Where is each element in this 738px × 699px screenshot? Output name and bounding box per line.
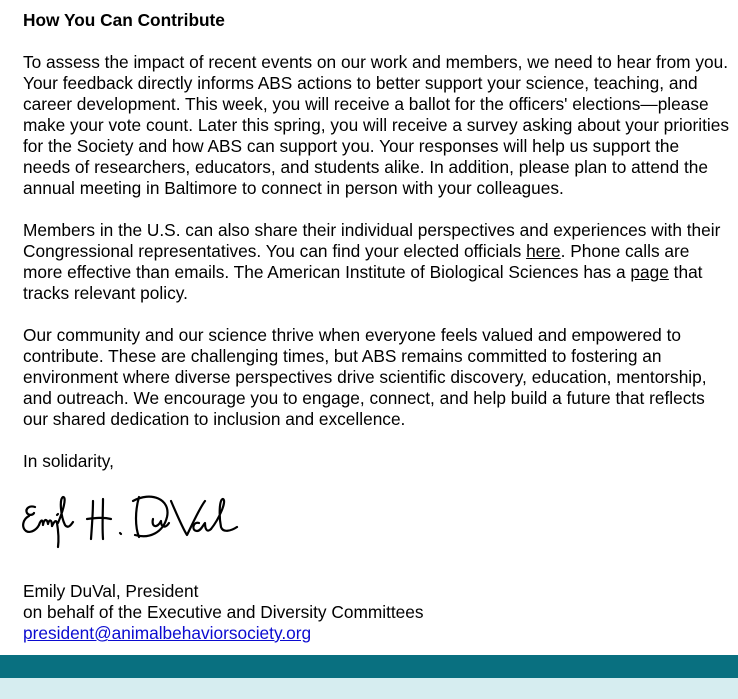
footer-band-dark [0,655,738,678]
paragraph-congress-text-3: that tracks relevant policy. [23,262,703,303]
paragraph-congress-text-1: Members in the U.S. can also share their individual perspectives and experiences with their Congressional representatives. You can find your elected officials [23,220,721,261]
paragraph-feedback: To assess the impact of recent events on our work and members, we need to hear from you. Your feedback directly informs ABS actions to better support your science, teaching, and career development. This week, you will receive a ballot for the officers' elections—please make your vote count. Later this spring, you will receive a survey asking about your priorities for the Society and how ABS can support you. Your responses will help us support the needs of researchers, educators, and students alike. In addition, please plan to attend the annual meeting in Baltimore to connect in person with your colleagues. [23,52,729,198]
signature-block [23,581,729,644]
footer-band-light [0,678,738,699]
section-heading: How You Can Contribute [23,10,225,30]
letter-body [23,10,729,644]
signer-name-title: Emily DuVal, President [23,581,199,601]
paragraph-community: Our community and our science thrive when everyone feels valued and empowered to contribute. These are challenging times, but ABS remains committed to fostering an environment where diverse perspectives drive scientific discovery, education, mentorship, and outreach. We encourage you to engage, connect, and help build a future that reflects our shared dedication to inclusion and excellence. [23,325,707,429]
aibs-policy-page-link[interactable]: page [630,262,669,282]
paragraph-congress [23,220,729,304]
closing-salutation: In solidarity, [23,451,114,471]
elected-officials-link[interactable]: here [526,241,561,261]
president-email-link[interactable]: president@animalbehaviorsociety.org [23,623,312,643]
signer-on-behalf: on behalf of the Executive and Diversity Committees [23,602,424,622]
handwritten-signature [21,489,241,555]
paragraph-congress-text-2: . Phone calls are more effective than emails. The American Institute of Biological Sciences has a [23,241,690,282]
